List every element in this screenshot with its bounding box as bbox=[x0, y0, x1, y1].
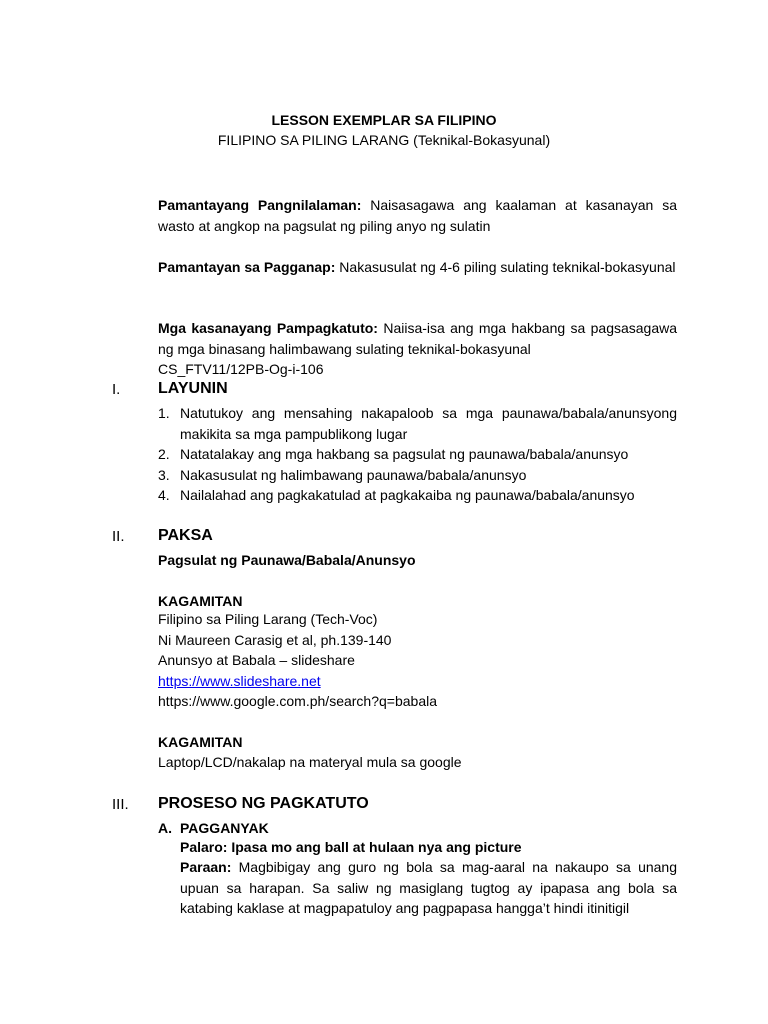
learning-competency-text: Naiisa-isa ang mga hakbang sa pagsasagawa ng mga binasang halimbawang sulating teknikal-bokasyunal bbox=[158, 320, 678, 357]
performance-standard bbox=[158, 257, 677, 278]
materials-line: Anunsyo at Babala – slideshare bbox=[158, 652, 355, 668]
subsection-a-letter: A. bbox=[158, 820, 172, 836]
list-item: 4. Nailalahad ang pagkakatulad at pagkakaiba ng paunawa/babala/anunsyo bbox=[158, 487, 635, 503]
materials-text-2: Laptop/LCD/nakalap na materyal mula sa google bbox=[158, 754, 462, 770]
learning-competency-label: Mga kasanayang Pampagkatuto: bbox=[158, 320, 378, 336]
materials-line: Filipino sa Piling Larang (Tech-Voc) bbox=[158, 611, 378, 627]
objectives-list bbox=[158, 403, 677, 506]
method-text: Magbibigay ang guro ng bola sa mag-aaral na nakaupo sa unang upuan sa harapan. Sa saliw ng masiglang tugtog ay ipapasa ang bola sa katabing kaklase at magpapatuloy ang pagpapasa hangga’t hindi itinitigil bbox=[180, 859, 677, 916]
game-title: Palaro: Ipasa mo ang ball at hulaan nya ang picture bbox=[180, 839, 522, 855]
materials-label-2: KAGAMITAN bbox=[158, 734, 243, 750]
list-item: 3. Nakasusulat ng halimbawang paunawa/babala/anunsyo bbox=[158, 466, 527, 483]
materials-line: Ni Maureen Carasig et al, ph.139-140 bbox=[158, 631, 392, 648]
section-1-numeral: I. bbox=[112, 381, 121, 398]
section-3-numeral: III. bbox=[112, 796, 129, 813]
method-paragraph bbox=[180, 857, 677, 919]
topic-title: Pagsulat ng Paunawa/Babala/Anunsyo bbox=[158, 552, 416, 568]
subsection-a-title: PAGGANYAK bbox=[180, 820, 269, 836]
document-title: LESSON EXEMPLAR SA FILIPINO bbox=[271, 112, 497, 128]
slideshare-link[interactable]: https://www.slideshare.net bbox=[158, 672, 321, 689]
document-subtitle: FILIPINO SA PILING LARANG (Teknikal-Bokasyunal) bbox=[217, 132, 551, 148]
section-1-title: LAYUNIN bbox=[158, 380, 228, 397]
competency-code: CS_FTV11/12PB-Og-i-106 bbox=[158, 361, 324, 377]
list-item: 2. Natatalakay ang mga hakbang sa pagsulat ng paunawa/babala/anunsyo bbox=[158, 446, 629, 462]
materials-label: KAGAMITAN bbox=[158, 593, 243, 609]
section-2-title: PAKSA bbox=[158, 527, 213, 544]
content-standard-text: Naisasagawa ang kaalaman at kasanayan sa wasto at angkop na pagsulat ng piling anyo ng sulatin bbox=[158, 197, 677, 234]
performance-standard-text: Nakasusulat ng 4-6 piling sulating teknikal-bokasyunal bbox=[339, 259, 676, 275]
section-2-numeral: II. bbox=[112, 528, 125, 545]
materials-list bbox=[158, 609, 677, 712]
content-standard bbox=[158, 195, 677, 236]
performance-standard-label: Pamantayan sa Pagganap: bbox=[158, 259, 336, 275]
section-3-title: PROSESO NG PAGKATUTO bbox=[158, 795, 369, 812]
learning-competency bbox=[158, 318, 677, 380]
method-label: Paraan: bbox=[180, 859, 232, 875]
content-standard-label: Pamantayang Pangnilalaman: bbox=[158, 197, 362, 213]
list-item: 1. Natutukoy ang mensahing nakapaloob sa mga paunawa/babala/anunsyong makikita sa mga pampublikong lugar bbox=[158, 405, 677, 442]
google-search-url: https://www.google.com.ph/search?q=babala bbox=[158, 693, 438, 709]
